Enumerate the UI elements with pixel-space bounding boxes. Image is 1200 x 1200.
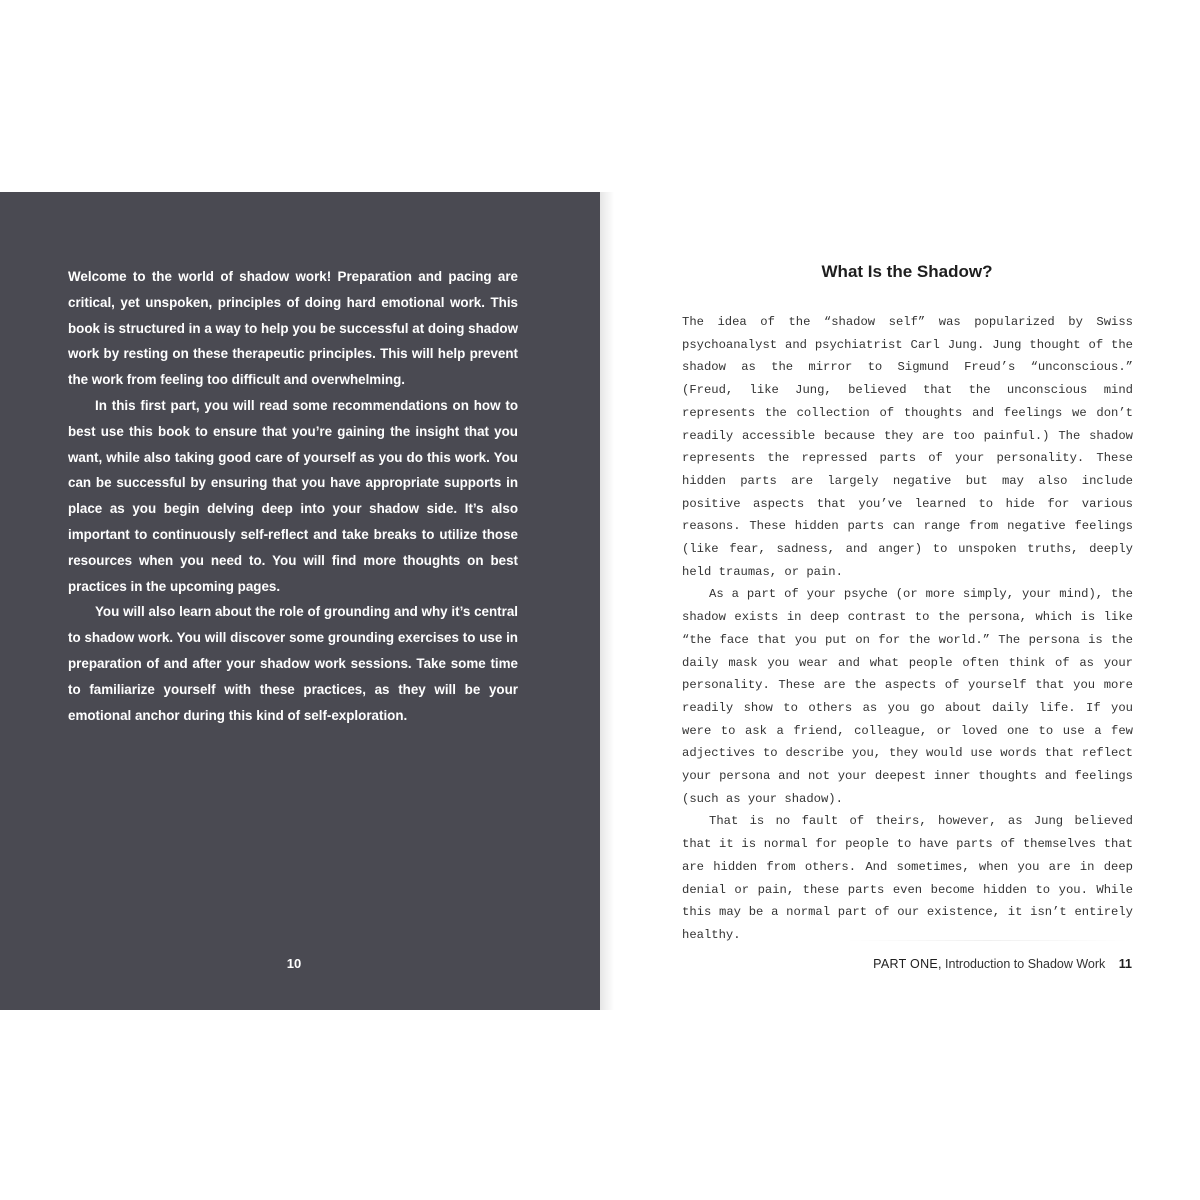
- footer-separator: ,: [938, 957, 942, 971]
- gutter-shadow: [600, 192, 614, 1010]
- left-paragraph-3: You will also learn about the role of grounding and why it’s central to shadow work. You will discover some grounding exercises to use in preparation of and after your shadow work sessions. Take some time to familiarize yourself with these practices, as they will be your emotional anchor during this kind of self-exploration.: [68, 604, 518, 723]
- right-page: [600, 192, 1200, 1010]
- footer-part-label: PART ONE: [873, 957, 939, 971]
- right-page-body: [682, 311, 1133, 947]
- right-page-number: 11: [1118, 957, 1132, 971]
- right-paragraph-2: As a part of your psyche (or more simply, your mind), the shadow exists in deep contrast to the persona, which is like “the face that you put on for the world.” The persona is the daily mask you wear and what people often think of as your personality. These are the aspects of yourself that you more readily show to others as you go about daily life. If you were to ask a friend, colleague, or loved one to use a few adjectives to describe you, they would use words that reflect your persona and not your deepest inner thoughts and feelings (such as your shadow).: [682, 587, 1133, 806]
- footer-divider: [845, 940, 1130, 941]
- footer-section-title: Introduction to Shadow Work: [945, 957, 1106, 971]
- left-page: [0, 192, 600, 1010]
- right-paragraph-1: The idea of the “shadow self” was popularized by Swiss psychoanalyst and psychiatrist Carl Jung. Jung thought of the shadow as the mirror to Sigmund Freud’s “unconscious.” (Freud, like Jung, believed that the unconscious mind represents the collection of thoughts and feelings we don’t readily accessible because they are too painful.) The shadow represents the repressed parts of your personality. These hidden parts are largely negative but may also include positive aspects that you’ve learned to hide for various reasons. These hidden parts can range from negative feelings (like fear, sadness, and anger) to unspoken truths, deeply held traumas, or pain.: [682, 315, 1133, 579]
- left-page-number: 10: [286, 956, 302, 971]
- right-paragraph-3: That is no fault of theirs, however, as Jung believed that it is normal for people to have parts of themselves that are hidden from others. And sometimes, when you are in deep denial or pain, these parts even become hidden to you. While this may be a normal part of our existence, it isn’t entirely healthy.: [682, 814, 1133, 942]
- book-spread: [0, 192, 1200, 1010]
- left-paragraph-1: Welcome to the world of shadow work! Preparation and pacing are critical, yet unspoken, principles of doing hard emotional work. This book is structured in a way to help you be successful at doing shadow work by resting on these therapeutic principles. This will help prevent the work from feeling too difficult and overwhelming.: [68, 269, 518, 388]
- left-page-body: [68, 264, 518, 728]
- section-heading: What Is the Shadow?: [821, 262, 993, 281]
- running-footer: [873, 957, 1132, 971]
- left-paragraph-2: In this first part, you will read some recommendations on how to best use this book to ensure that you’re gaining the insight that you want, while also taking good care of yourself as you do this work. You can be successful by ensuring that you have appropriate supports in place as you begin delving deep into your shadow side. It’s also important to continuously self-reflect and take breaks to utilize those resources when you need to. You will find more thoughts on best practices in the upcoming pages.: [68, 397, 518, 594]
